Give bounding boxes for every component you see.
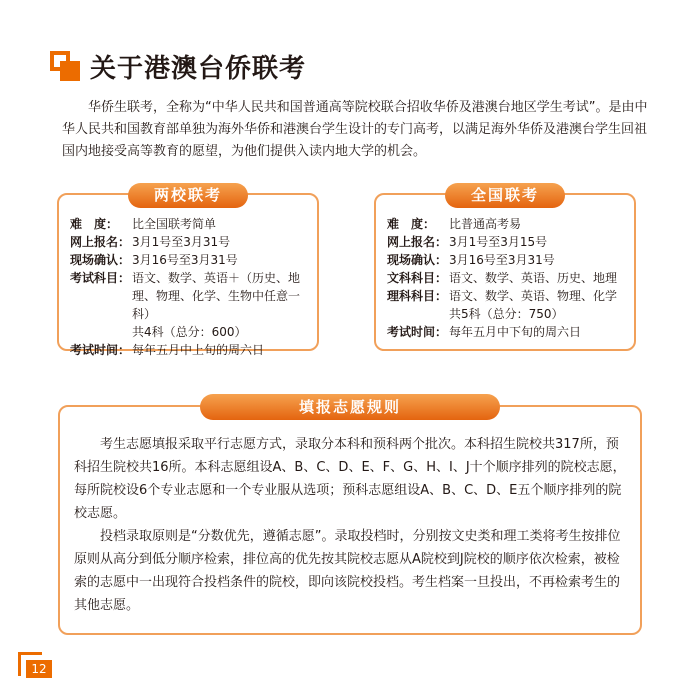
two-school-exam-details (70, 215, 311, 359)
detail-row (70, 341, 311, 359)
page-number-badge (18, 652, 47, 678)
detail-label: 考试时间： (70, 343, 131, 357)
detail-label: 网上报名： (70, 235, 131, 249)
detail-value: 语文、数学、英语、历史、地理 (449, 271, 618, 285)
detail-value: 3月16号至3月31号 (449, 253, 555, 267)
detail-row (387, 269, 628, 287)
detail-label: 理科科目： (387, 289, 448, 303)
national-exam-tag: 全国联考 (445, 183, 565, 208)
detail-row (387, 287, 628, 323)
detail-row (387, 323, 628, 341)
detail-row (387, 215, 628, 233)
rules-paragraph: 考生志愿填报采取平行志愿方式，录取分本科和预科两个批次。本科招生院校共317所，预科招生院校共16所。本科志愿组设A、B、C、D、E、F、G、H、I、J十个顺序排列的院校志愿，每所院校设6个专业志愿和一个专业服从选项；预科志愿组设A、B、C、D、E五个顺序排列的院校志愿。 (74, 437, 626, 521)
detail-row (70, 233, 311, 251)
detail-label: 难 度： (387, 217, 436, 231)
detail-value: 语文、数学、英语、物理、化学共5科（总分：750） (449, 289, 618, 321)
detail-label: 网上报名： (387, 235, 448, 249)
title-square-icon (50, 51, 80, 81)
detail-value: 语文、数学、英语＋（历史、地理、物理、化学、生物中任意一科） (132, 271, 301, 321)
application-rules-body (74, 433, 626, 617)
detail-row (70, 323, 311, 341)
detail-value: 3月1号至3月15号 (449, 235, 548, 249)
detail-value: 3月1号至3月31号 (132, 235, 231, 249)
application-rules-box (58, 398, 642, 635)
detail-label: 难 度： (70, 217, 119, 231)
detail-value: 每年五月中上旬的周六日 (132, 343, 265, 357)
detail-row (387, 251, 628, 269)
detail-label: 现场确认： (387, 253, 448, 267)
detail-row (70, 251, 311, 269)
detail-value: 每年五月中下旬的周六日 (449, 325, 582, 339)
page-number: 12 (26, 660, 52, 678)
application-rules-tag: 填报志愿规则 (200, 394, 500, 420)
national-exam-details (387, 215, 628, 341)
detail-row (70, 269, 311, 323)
intro-paragraph: 华侨生联考，全称为“中华人民共和国普通高等院校联合招收华侨及港澳台地区学生考试”。是由中华人民共和国教育部单独为海外华侨和港澳台学生设计的专门高考，以满足海外华侨及港澳台学生回祖国内地接受高等教育的愿望，为他们提供入读内地大学的机会。 (62, 100, 648, 159)
detail-label (70, 323, 132, 341)
detail-value: 比普通高考易 (449, 217, 522, 231)
national-exam-card (374, 186, 636, 351)
two-school-exam-tag: 两校联考 (128, 183, 248, 208)
page-header (50, 48, 306, 84)
detail-value: 3月16号至3月31号 (132, 253, 238, 267)
detail-label: 文科科目： (387, 271, 448, 285)
rules-paragraph: 投档录取原则是“分数优先，遵循志愿”。录取投档时，分别按文史类和理工类将考生按排位原则从高分到低分顺序检索，排位高的优先按其院校志愿从A院校到J院校的顺序依次检索，被检索的志愿中一出现符合投档条件的院校，即向该院校投档。考生档案一旦投出，不再检索考生的其他志愿。 (74, 529, 621, 613)
two-school-exam-card (57, 186, 319, 357)
detail-value: 比全国联考简单 (132, 217, 217, 231)
detail-row (70, 215, 311, 233)
page-title: 关于港澳台侨联考 (90, 53, 307, 84)
detail-label: 考试时间： (387, 325, 448, 339)
detail-label: 考试科目： (70, 271, 131, 285)
detail-row (387, 233, 628, 251)
detail-value: 共4科（总分：600） (132, 325, 247, 339)
detail-label: 现场确认： (70, 253, 131, 267)
